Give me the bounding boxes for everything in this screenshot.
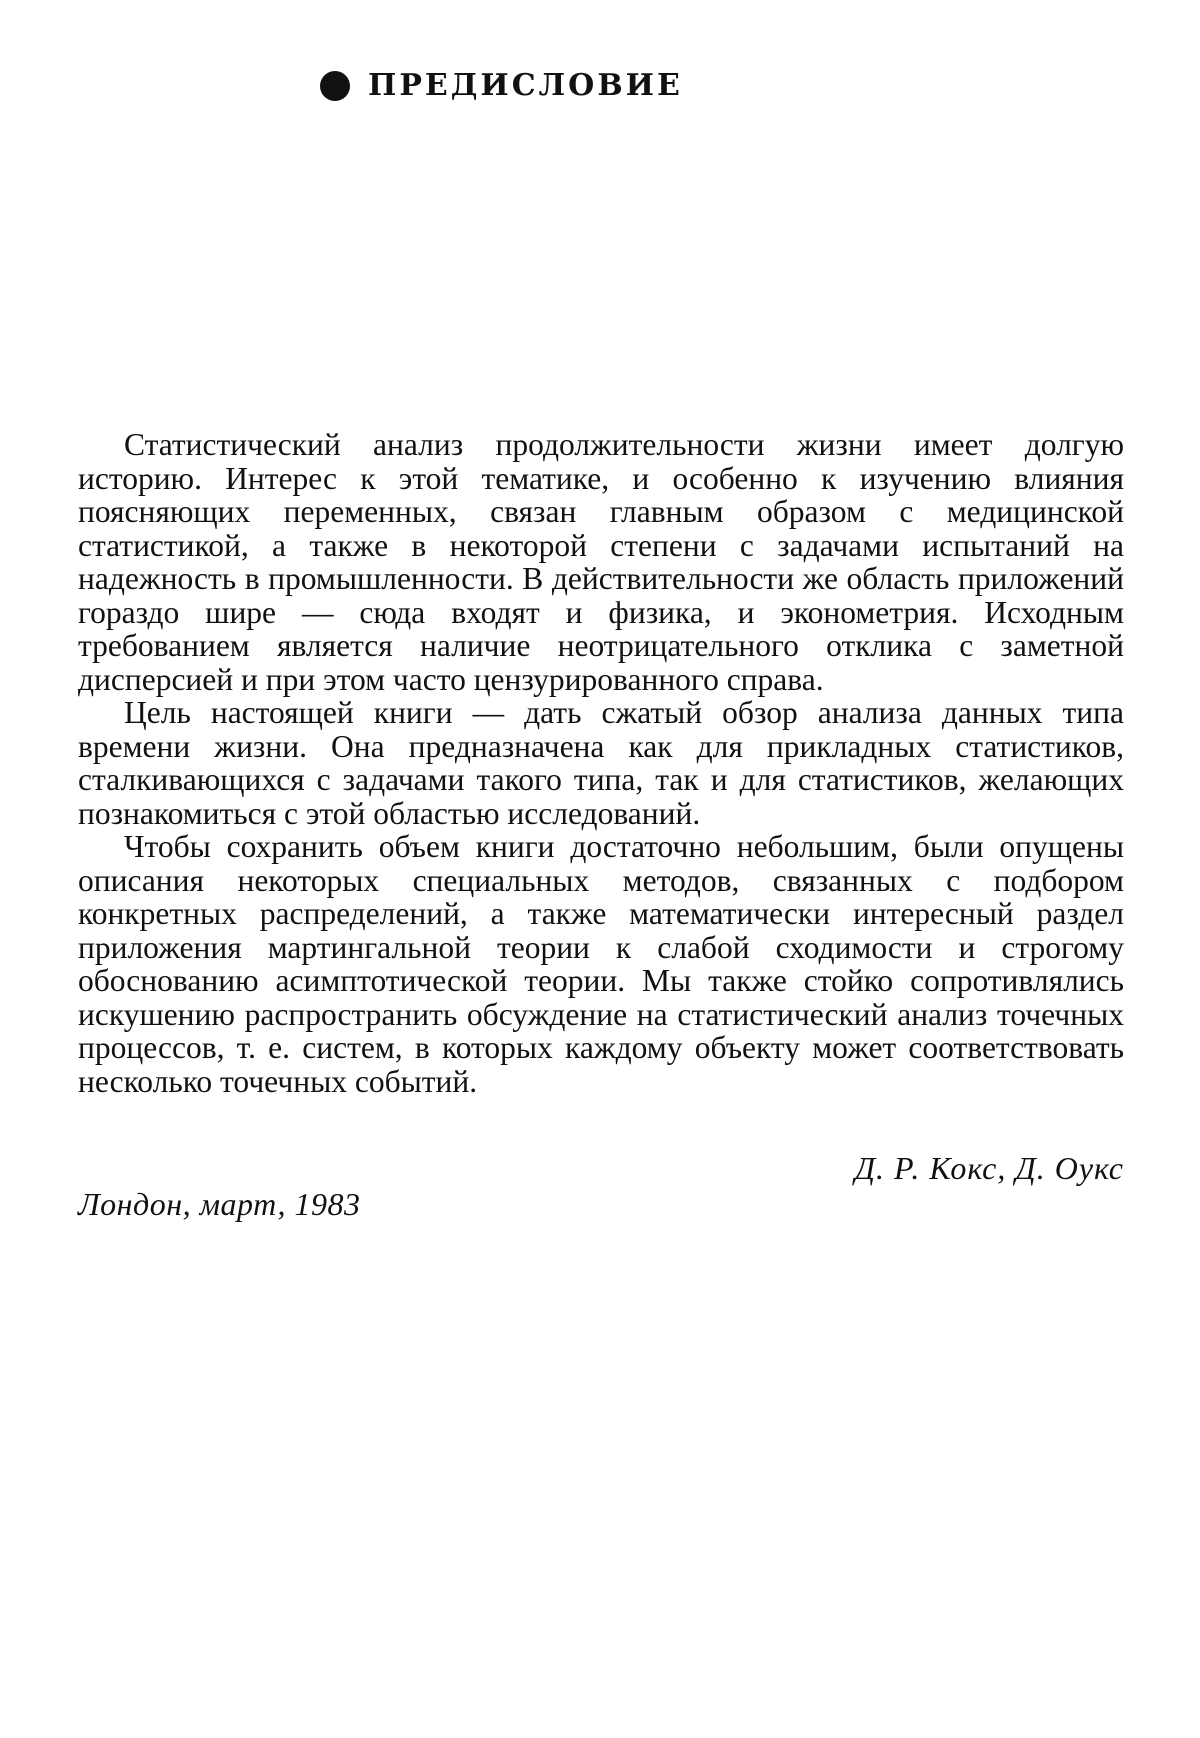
- place-date: Лондон, март, 1983: [78, 1186, 361, 1222]
- paragraph-1: Статистический анализ продолжительности жизни имеет долгую историю. Интерес к этой тематике, и особенно к изучению влияния поясняющих переменных, связан главным образом с медицинской статистикой, а также в некоторой степени с задачами испытаний на надежность в промышленности. В действительности же область приложений гораздо шире — сюда входят и физика, и эконометрия. Исходным требованием является наличие неотрицательного отклика с заметной дисперсией и при этом часто цензурированного справа.: [78, 427, 1124, 697]
- bullet-icon: [320, 71, 350, 101]
- page-title: ПРЕДИСЛОВИЕ: [368, 68, 683, 103]
- section-heading: [320, 68, 683, 103]
- authors-signature: Д. Р. Кокс, Д. Оукс: [854, 1150, 1124, 1186]
- paragraph-2: Цель настоящей книги — дать сжатый обзор анализа данных типа времени жизни. Она предназначена как для прикладных статистиков, сталкивающихся с задачами такого типа, так и для статистиков, желающих познакомиться с этой областью исследований.: [78, 695, 1124, 831]
- preface-body: [78, 428, 1124, 1098]
- paragraph-3: Чтобы сохранить объем книги достаточно небольшим, были опущены описания некоторых специальных методов, связанных с подбором конкретных распределений, а также математически интересный раздел приложения мартингальной теории к слабой сходимости и строгому обоснованию асимптотической теории. Мы также стойко сопротивлялись искушению распространить обсуждение на статистический анализ точечных процессов, т. е. систем, в которых каждому объекту может соответствовать несколько точечных событий.: [78, 829, 1124, 1099]
